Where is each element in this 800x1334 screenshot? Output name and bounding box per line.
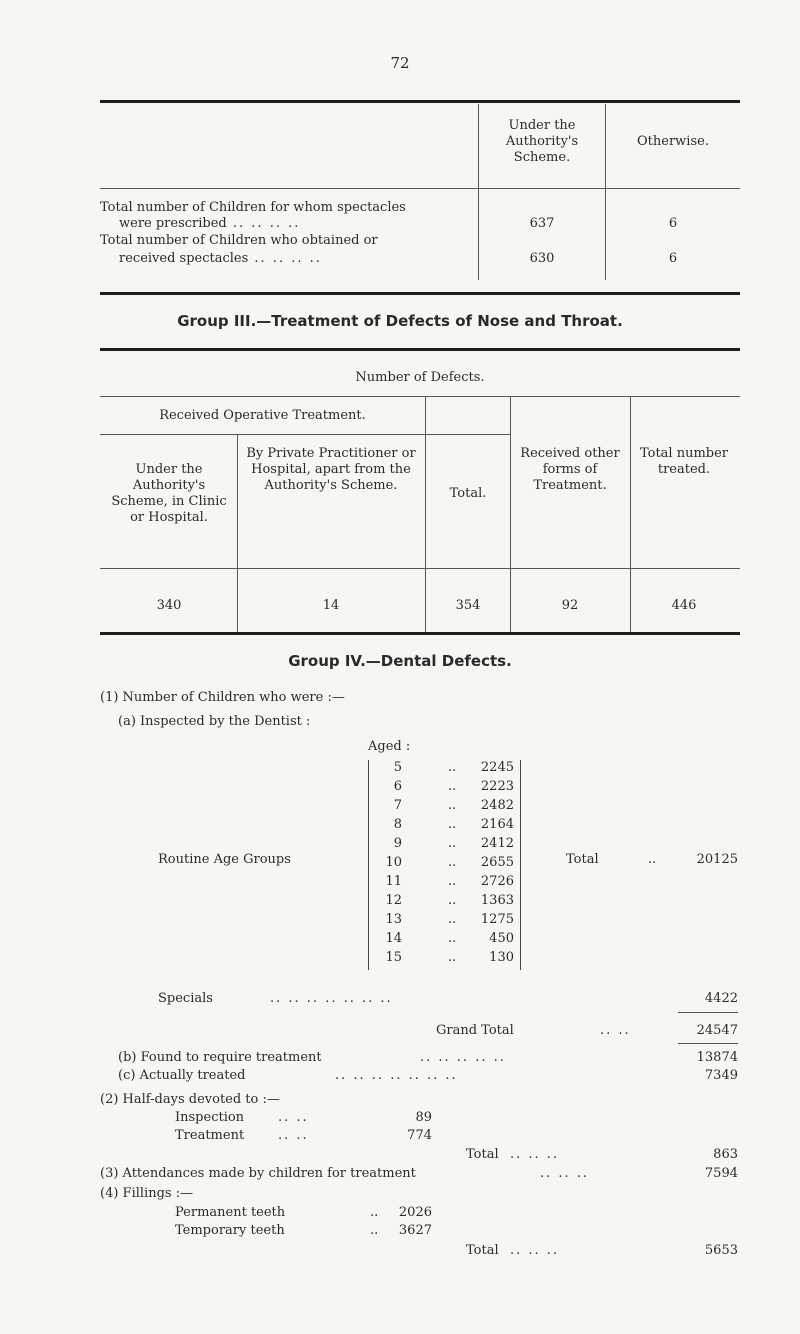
- sum-rule: [678, 1043, 738, 1044]
- item1c-label: (c) Actually treated: [118, 1068, 246, 1083]
- subheader-rule: [100, 396, 740, 397]
- row-obtained-label: Total number of Children who obtained or: [100, 233, 378, 248]
- age-value: 11: [385, 874, 402, 889]
- group3-title: Group III.—Treatment of Defects of Nose and Throat.: [177, 312, 623, 330]
- header-authority-scheme: Under the Authority's Scheme.: [505, 118, 579, 165]
- age-value: 9: [393, 836, 402, 851]
- column-divider: [605, 104, 606, 280]
- halfdays-total-label: Total: [466, 1147, 499, 1162]
- row-obtained-label: received spectacles .. .. .. ..: [119, 251, 322, 266]
- age-leader: ..: [448, 874, 457, 889]
- header-rule: [100, 188, 740, 189]
- value-total: 354: [455, 598, 481, 613]
- row-prescribed-scheme: 637: [529, 216, 555, 231]
- age-value: 8: [393, 817, 402, 832]
- age-leader: ..: [448, 912, 457, 927]
- age-count: 1363: [480, 893, 514, 908]
- item3-leader: .. .. ..: [540, 1166, 590, 1181]
- row-prescribed-label: were prescribed .. .. .. ..: [119, 216, 301, 231]
- age-value: 10: [385, 855, 402, 870]
- group3-bottom-rule: [100, 632, 740, 635]
- age-leader: ..: [448, 817, 457, 832]
- age-leader: ..: [448, 798, 457, 813]
- treatment-value: 774: [407, 1128, 432, 1143]
- inspection-value: 89: [415, 1110, 432, 1125]
- age-value: 15: [385, 950, 402, 965]
- permanent-teeth-leader: ..: [370, 1205, 379, 1220]
- grand-total-label: Grand Total: [436, 1023, 514, 1038]
- age-count: 2223: [480, 779, 514, 794]
- group3-top-rule: [100, 348, 740, 351]
- temporary-teeth-label: Temporary teeth: [175, 1223, 285, 1238]
- treatment-label: Treatment: [175, 1128, 245, 1143]
- item3-label: (3) Attendances made by children for treatment: [100, 1166, 416, 1181]
- permanent-teeth-label: Permanent teeth: [175, 1205, 286, 1220]
- sum-rule: [678, 1012, 738, 1013]
- row-prescribed-label: Total number of Children for whom spectacles: [100, 200, 406, 215]
- aged-label: Aged :: [368, 739, 411, 754]
- age-count: 2726: [480, 874, 514, 889]
- halfdays-total-value: 863: [713, 1147, 738, 1162]
- age-count: 130: [489, 950, 514, 965]
- table-bottom-rule: [100, 292, 740, 295]
- item1-heading: (1) Number of Children who were :—: [100, 690, 345, 705]
- item1c-leader: .. .. .. .. .. .. ..: [335, 1068, 458, 1083]
- age-value: 14: [385, 931, 402, 946]
- halfdays-total-leader: .. .. ..: [510, 1147, 560, 1162]
- age-count: 2482: [480, 798, 514, 813]
- column-divider: [510, 397, 511, 633]
- table-top-rule: [100, 100, 740, 103]
- inspection-leader: .. ..: [278, 1110, 309, 1125]
- item1a-heading: (a) Inspected by the Dentist :: [118, 714, 311, 729]
- left-brace: [368, 760, 369, 970]
- routine-total-leader: ..: [648, 852, 657, 867]
- specials-leader: .. .. .. .. .. .. ..: [270, 991, 393, 1006]
- age-leader: ..: [448, 836, 457, 851]
- item1b-value: 13874: [696, 1050, 738, 1065]
- number-of-defects: Number of Defects.: [355, 370, 485, 385]
- specials-label: Specials: [158, 991, 213, 1006]
- received-operative-header: Received Operative Treatment.: [159, 408, 366, 423]
- age-leader: ..: [448, 931, 457, 946]
- group4-title: Group IV.—Dental Defects.: [288, 652, 512, 670]
- item1b-label: (b) Found to require treatment: [118, 1050, 322, 1065]
- value-authority-scheme: 340: [156, 598, 182, 613]
- specials-value: 4422: [704, 991, 738, 1006]
- routine-age-groups-label: Routine Age Groups: [158, 852, 291, 867]
- age-leader: ..: [448, 950, 457, 965]
- page-number: 72: [390, 54, 410, 72]
- fillings-total-leader: .. .. ..: [510, 1243, 560, 1258]
- temporary-teeth-leader: ..: [370, 1223, 379, 1238]
- age-value: 7: [393, 798, 402, 813]
- age-count: 2412: [480, 836, 514, 851]
- permanent-teeth-value: 2026: [398, 1205, 432, 1220]
- age-count: 2655: [480, 855, 514, 870]
- value-private-practitioner: 14: [322, 598, 340, 613]
- value-total-treated: 446: [671, 598, 697, 613]
- age-leader: ..: [448, 855, 457, 870]
- age-value: 12: [385, 893, 402, 908]
- fillings-total-value: 5653: [704, 1243, 738, 1258]
- row-obtained-scheme: 630: [529, 251, 555, 266]
- treatment-leader: .. ..: [278, 1128, 309, 1143]
- col-authority-scheme: Under the Authority's Scheme, in Clinic or Hospital.: [111, 462, 227, 525]
- item3-value: 7594: [704, 1166, 738, 1181]
- age-value: 6: [393, 779, 402, 794]
- grand-total-leader: .. ..: [600, 1023, 631, 1038]
- age-count: 1275: [480, 912, 514, 927]
- age-leader: ..: [448, 893, 457, 908]
- item1c-value: 7349: [704, 1068, 738, 1083]
- grand-total-value: 24547: [696, 1023, 738, 1038]
- col-private-practitioner: By Private Practitioner or Hospital, apart from the Authority's Scheme.: [246, 446, 416, 493]
- age-leader: ..: [448, 779, 457, 794]
- age-leader: ..: [448, 760, 457, 775]
- row-obtained-label-line2: received spectacles: [119, 251, 249, 266]
- row-obtained-otherwise: 6: [668, 251, 678, 266]
- fillings-total-label: Total: [466, 1243, 499, 1258]
- column-divider: [425, 397, 426, 633]
- item1b-leader: .. .. .. .. ..: [420, 1050, 506, 1065]
- inspection-label: Inspection: [175, 1110, 245, 1125]
- age-count: 450: [489, 931, 514, 946]
- header-otherwise: Otherwise.: [637, 134, 709, 149]
- col-total-treated: Total number treated.: [639, 446, 729, 477]
- values-rule: [100, 568, 740, 569]
- row-prescribed-label-line2: were prescribed: [119, 216, 227, 231]
- col-other-treatment: Received other forms of Treatment.: [520, 446, 620, 493]
- value-other-treatment: 92: [561, 598, 579, 613]
- routine-total-label: Total: [566, 852, 599, 867]
- column-divider: [237, 435, 238, 633]
- item4-heading: (4) Fillings :—: [100, 1186, 194, 1201]
- right-brace: [520, 760, 521, 970]
- age-value: 13: [385, 912, 402, 927]
- age-count: 2245: [480, 760, 514, 775]
- column-divider: [630, 397, 631, 633]
- routine-total-value: 20125: [696, 852, 738, 867]
- row-prescribed-otherwise: 6: [668, 216, 678, 231]
- col-total: Total.: [449, 486, 487, 501]
- temporary-teeth-value: 3627: [398, 1223, 432, 1238]
- age-count: 2164: [480, 817, 514, 832]
- operative-rule: [100, 434, 510, 435]
- item2-heading: (2) Half-days devoted to :—: [100, 1092, 280, 1107]
- age-value: 5: [393, 760, 402, 775]
